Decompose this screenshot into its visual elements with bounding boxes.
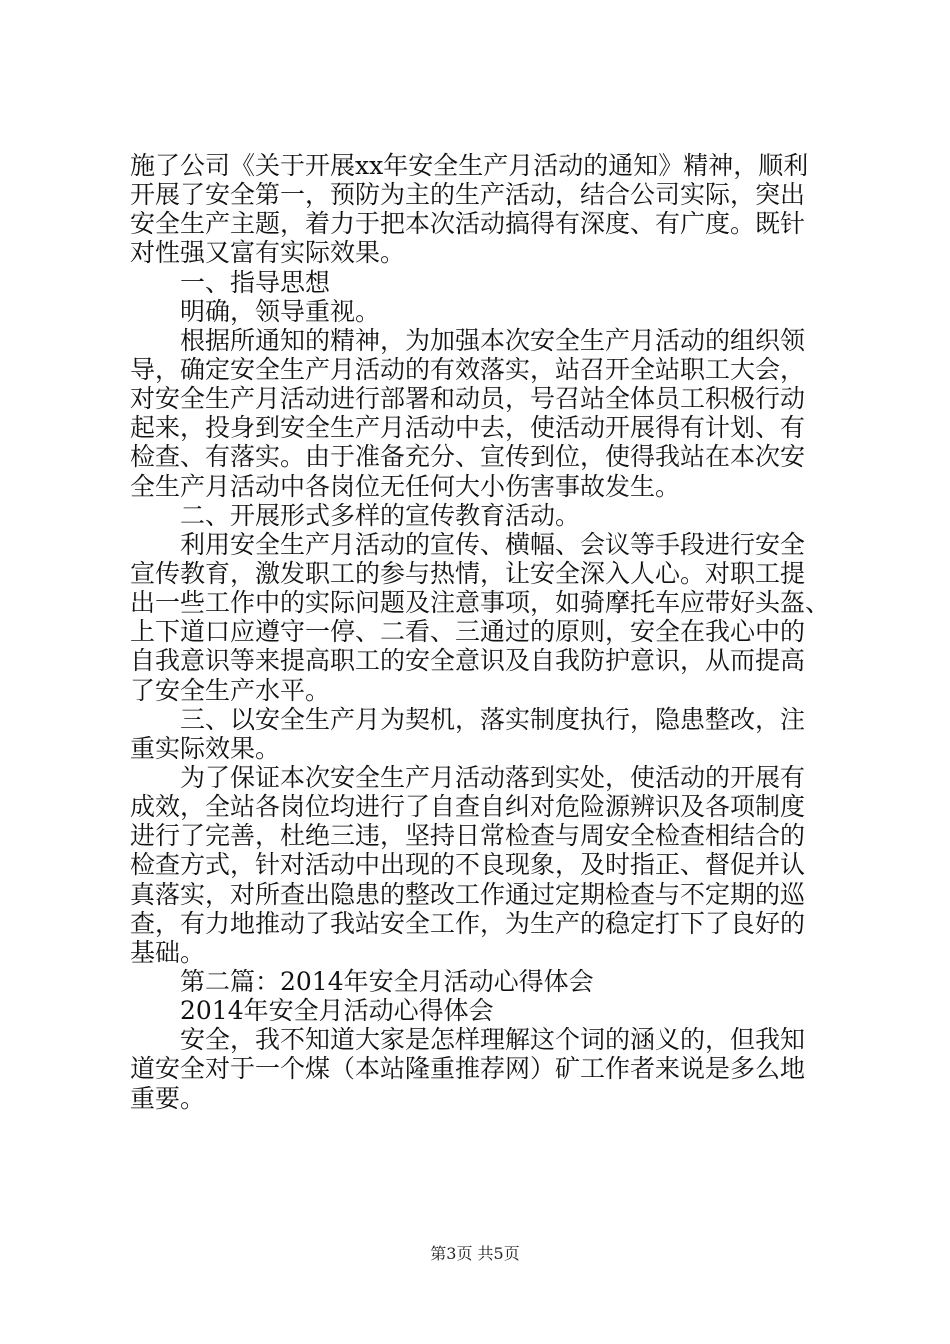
text-line: 进行了完善，杜绝三违，坚持日常检查与周安全检查相结合的: [130, 821, 806, 851]
text-line: 检查、有落实。由于准备充分、宣传到位，使得我站在本次安: [130, 442, 806, 472]
text-line: 道安全对于一个煤（本站隆重推荐网）矿工作者来说是多么地: [130, 1054, 806, 1084]
text-line: 导，确定安全生产月活动的有效落实，站召开全站职工大会，: [130, 354, 806, 384]
page-footer: 第3页 共5页: [430, 1244, 520, 1263]
text-line: 第二篇：2014年安全月活动心得体会: [180, 966, 594, 996]
text-line: 真落实，对所查出隐患的整改工作通过定期检查与不定期的巡: [130, 879, 806, 909]
text-line: 重要。: [130, 1083, 206, 1113]
text-line: 一、指导思想: [180, 267, 331, 297]
document-body: [130, 151, 830, 1113]
text-line: 安全生产主题，着力于把本次活动搞得有深度、有广度。既针: [130, 209, 806, 239]
text-line: 利用安全生产月活动的宣传、横幅、会议等手段进行安全: [180, 529, 806, 559]
text-line: 2014年安全月活动心得体会: [180, 996, 494, 1026]
text-line: 为了保证本次安全生产月活动落到实处，使活动的开展有: [180, 762, 806, 792]
text-line: 查，有力地推动了我站安全工作，为生产的稳定打下了良好的: [130, 908, 806, 938]
text-line: 上下道口应遵守一停、二看、三通过的原则，安全在我心中的: [130, 617, 806, 647]
text-line: 对性强又富有实际效果。: [130, 238, 406, 268]
text-line: 重实际效果。: [130, 733, 281, 763]
text-line: 二、开展形式多样的宣传教育活动。: [180, 500, 581, 530]
text-line: 出一些工作中的实际问题及注意事项，如骑摩托车应带好头盔、: [130, 588, 831, 618]
text-line: 根据所通知的精神，为加强本次安全生产月活动的组织领: [180, 325, 806, 355]
text-line: 对安全生产月活动进行部署和动员，号召站全体员工积极行动: [130, 384, 806, 414]
text-line: 开展了安全第一，预防为主的生产活动，结合公司实际，突出: [130, 180, 806, 210]
text-line: 了安全生产水平。: [130, 675, 331, 705]
text-line: 明确，领导重视。: [180, 296, 381, 326]
text-line: 自我意识等来提高职工的安全意识及自我防护意识，从而提高: [130, 646, 806, 676]
text-line: 检查方式，针对活动中出现的不良现象，及时指正、督促并认: [130, 850, 806, 880]
text-line: 成效，全站各岗位均进行了自查自纠对危险源辨识及各项制度: [130, 792, 806, 822]
text-line: 基础。: [130, 937, 206, 967]
text-line: 全生产月活动中各岗位无任何大小伤害事故发生。: [130, 471, 681, 501]
text-line: 起来，投身到安全生产月活动中去，使活动开展得有计划、有: [130, 413, 806, 443]
text-line: 施了公司《关于开展xx年安全生产月活动的通知》精神，顺利: [130, 151, 809, 180]
text-line: 三、以安全生产月为契机，落实制度执行，隐患整改，注: [180, 704, 806, 734]
text-line: 宣传教育，激发职工的参与热情，让安全深入人心。对职工提: [130, 558, 806, 588]
text-line: 安全，我不知道大家是怎样理解这个词的涵义的，但我知: [180, 1025, 806, 1055]
